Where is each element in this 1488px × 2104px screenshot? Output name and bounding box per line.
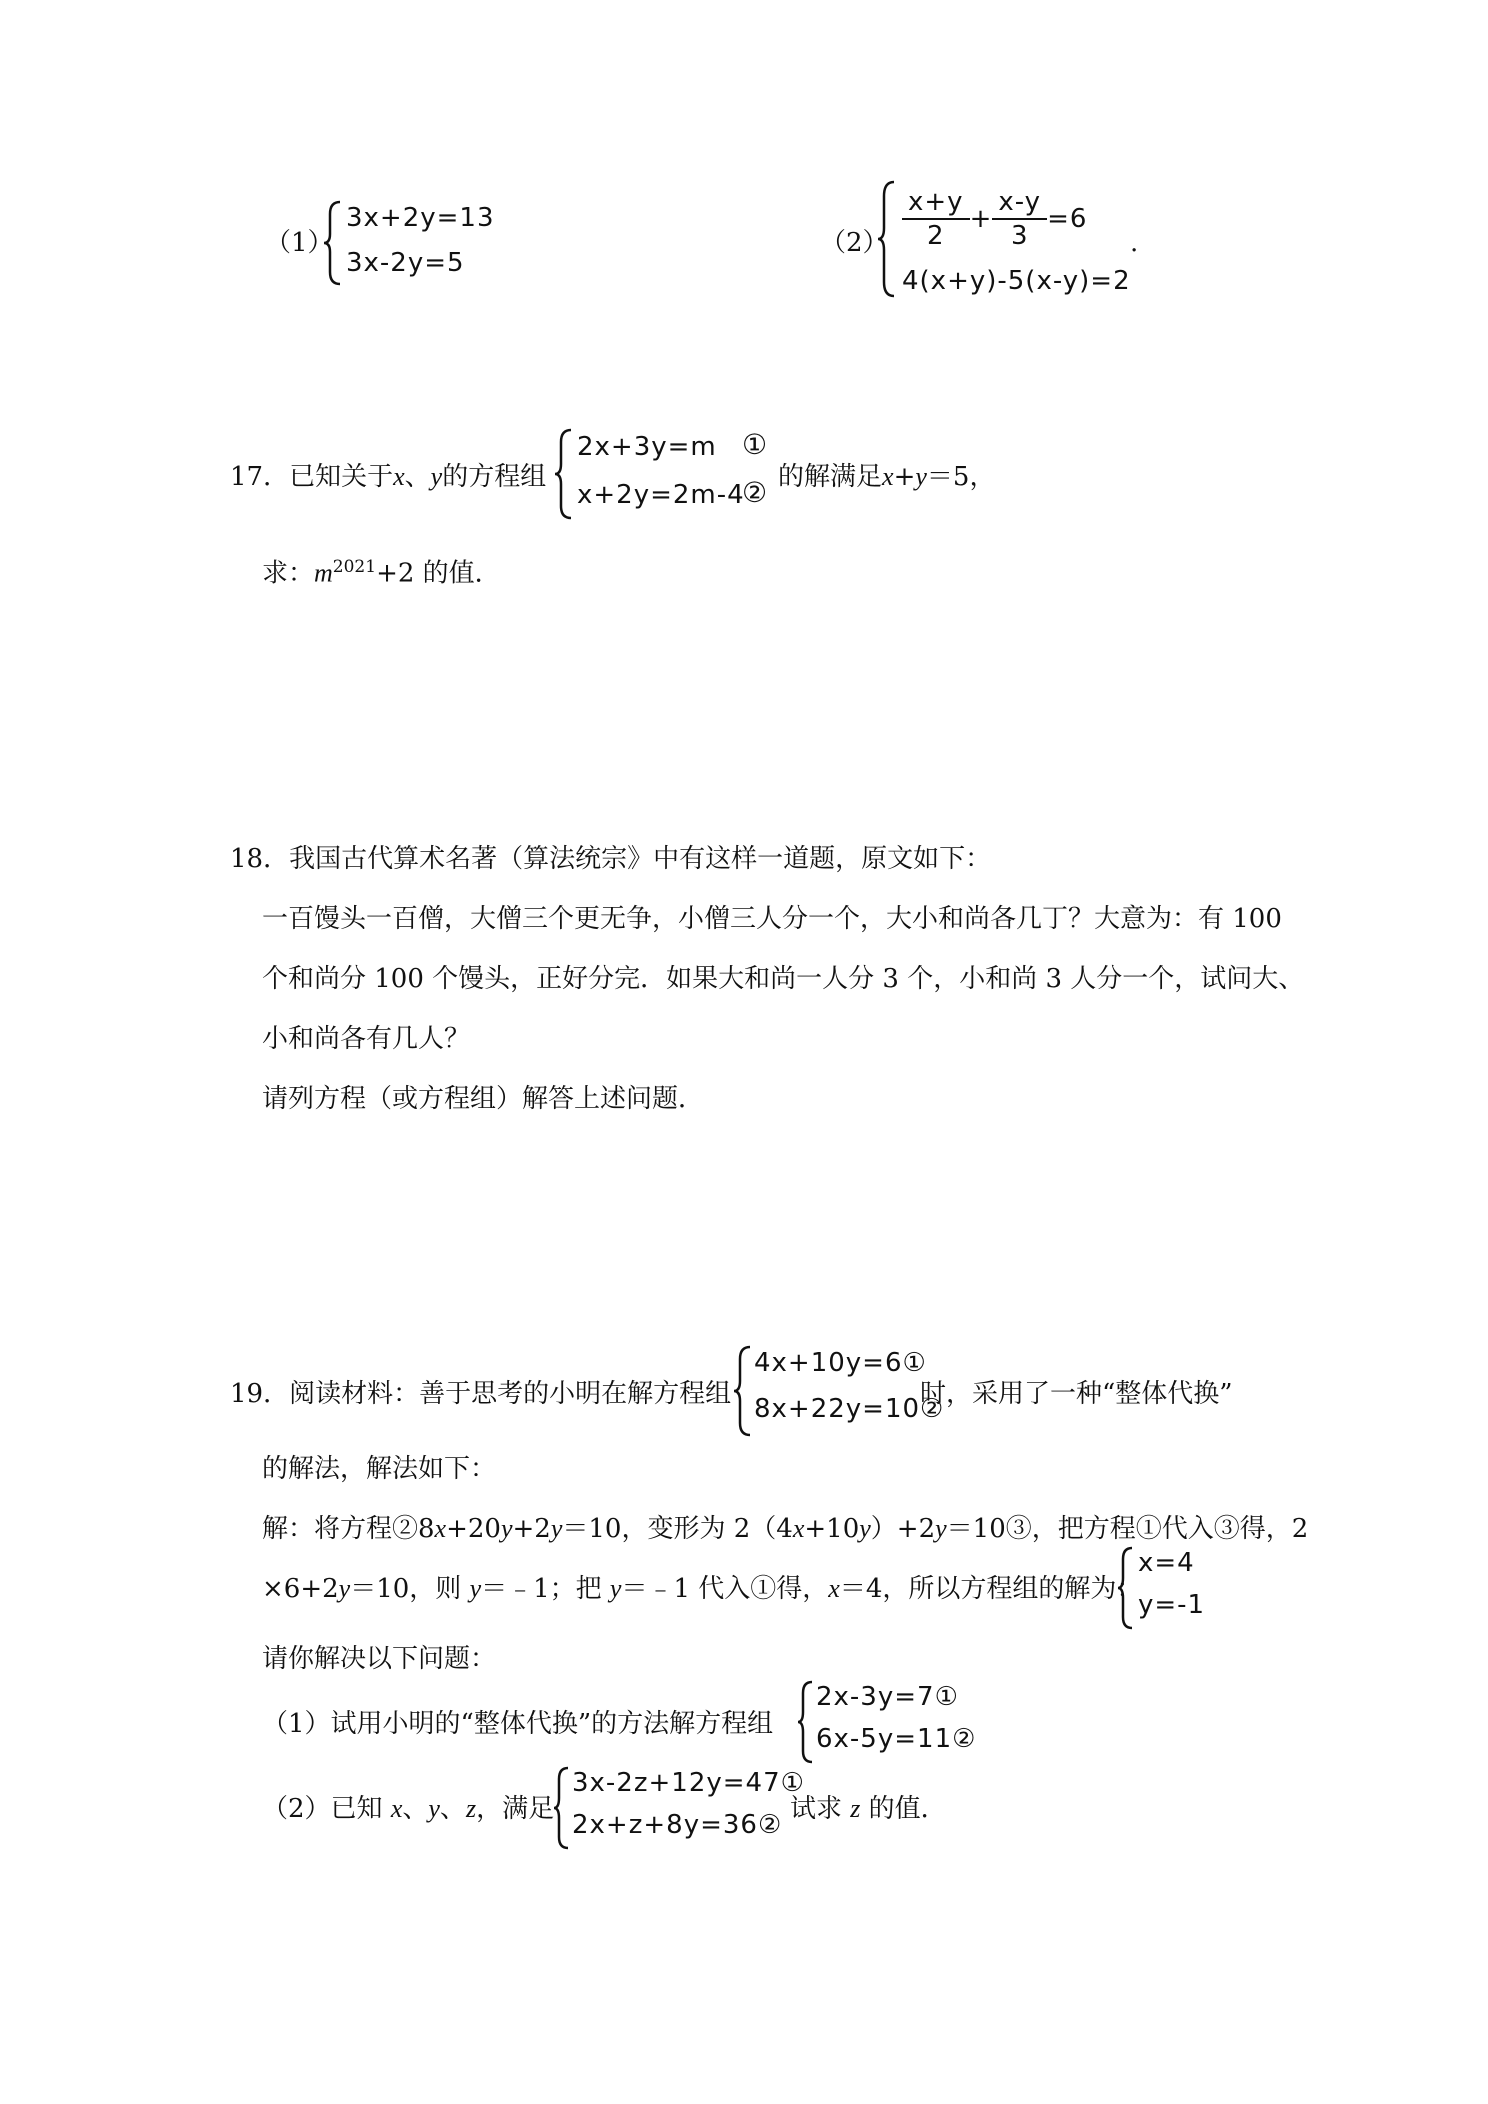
q19-text: 的值．: [860, 1794, 947, 1824]
brace-icon: [1116, 1546, 1136, 1630]
q18-line-4: 小和尚各有几人？: [262, 1024, 471, 1054]
exponent: 2021: [332, 557, 377, 577]
q19-text: ＝10，则: [350, 1574, 470, 1604]
q17-text: 的方程组: [442, 462, 547, 492]
q18-line-5: 请列方程（或方程组）解答上述问题．: [262, 1084, 705, 1114]
circled-2-icon: ②: [742, 476, 768, 509]
var-y: y: [338, 1574, 351, 1603]
q16-part1-eq2: 3x-2y=5: [346, 248, 465, 278]
q16-fraction-2: [992, 186, 1047, 252]
q16-frac2-numerator: x-y: [992, 186, 1047, 220]
q19-part2-eq2: 2x+z+8y=36②: [572, 1810, 783, 1840]
q17-text: ＝5，: [926, 462, 996, 492]
brace-icon: [732, 1345, 754, 1437]
brace-icon: [876, 180, 898, 298]
var-x: x: [393, 462, 405, 491]
var-y: y: [430, 462, 443, 491]
brace-icon: [553, 428, 575, 520]
q19-text: 解：将方程②8: [262, 1514, 435, 1544]
q17-text: 已知关于: [289, 462, 394, 492]
var-y: y: [500, 1514, 513, 1543]
q17-text: +2 的值．: [376, 558, 501, 589]
q19-part1-eq1: 2x-3y=7①: [816, 1682, 959, 1712]
q18-number: 18．: [230, 844, 290, 874]
q18-line-2: 一百馒头一百僧，大僧三个更无争，小僧三人分一个，大小和尚各几丁？大意为：有 100: [262, 904, 1282, 934]
q19-number: 19．: [230, 1379, 290, 1409]
q16-frac2-denominator: 3: [1010, 221, 1029, 251]
q19-part2-rest: [790, 1790, 947, 1828]
q19-text: ）+2: [870, 1514, 936, 1544]
q17-number: 17．: [230, 462, 290, 492]
q16-part1-eq1: 3x+2y=13: [346, 203, 495, 233]
brace-icon: [322, 200, 344, 286]
q17-stem: [230, 458, 546, 496]
q19-text: 阅读材料：善于思考的小明在解方程组: [289, 1379, 732, 1409]
q18-text: 我国古代算术名著（算法统宗》中有这样一道题，原文如下：: [289, 844, 992, 874]
var-y: y: [859, 1514, 871, 1543]
circled-1-icon: ①: [742, 428, 768, 461]
q16-plus: +: [969, 204, 993, 234]
var-x: x: [434, 1514, 447, 1543]
separator: 、: [404, 462, 431, 492]
q19-intro-rest: 时，采用了一种“整体代换”: [920, 1379, 1233, 1409]
q19-sys-eq1: 4x+10y=6①: [754, 1348, 927, 1378]
var-y: y: [935, 1514, 947, 1543]
q16-part2-label: （2）: [820, 228, 889, 258]
q18-line-3: 个和尚分 100 个馒头，正好分完．如果大和尚一人分 3 个，小和尚 3 人分一个，试问大、: [262, 964, 1305, 994]
var-y: y: [915, 462, 927, 491]
plus: +: [893, 462, 916, 492]
brace-icon: [796, 1680, 816, 1764]
var-z: z: [465, 1794, 477, 1823]
brace-icon: [552, 1766, 572, 1850]
q19-text: ，满足: [476, 1794, 555, 1824]
q16-eq-rhs: =6: [1047, 204, 1088, 234]
q16-frac1-numerator: x+y: [902, 186, 970, 220]
q17-condition: [778, 458, 995, 496]
q19-part2: [262, 1790, 554, 1828]
q17-text: 的解满足: [778, 462, 883, 492]
q19-text: （2）已知: [262, 1794, 391, 1824]
var-y: y: [469, 1574, 482, 1603]
q19-text: +2: [512, 1514, 551, 1544]
q17-question: [262, 548, 501, 593]
q19-task: 请你解决以下问题：: [262, 1644, 497, 1674]
separator: 、: [439, 1794, 466, 1824]
q19-solution-line-2: [262, 1570, 1142, 1608]
q16-part2-period: .: [1130, 228, 1139, 258]
q16-fraction-1: [902, 186, 970, 252]
q19-solution-line-1: [262, 1510, 1308, 1548]
q19-text: ＝4，所以方程组的解为：: [839, 1574, 1143, 1604]
q19-text: ＝﹣1；把: [481, 1574, 610, 1604]
q19-text: +10: [804, 1514, 860, 1544]
q19-text: 试求: [790, 1794, 851, 1824]
q16-frac1-denominator: 2: [927, 221, 945, 251]
q19-text: ×6+2: [262, 1574, 339, 1604]
var-x: x: [792, 1514, 805, 1543]
q19-line-2: 的解法，解法如下：: [262, 1454, 497, 1484]
q19-text: ＝10③，把方程①代入③得，2: [946, 1514, 1309, 1544]
q16-part1-label: （1）: [265, 228, 334, 258]
q19-sys-eq2: 8x+22y=10②: [754, 1394, 945, 1424]
q17-ask: 求：: [262, 558, 315, 589]
q16-part2-eq2: 4(x+y)-5(x-y)=2: [902, 266, 1131, 296]
q19-answer-eq2: y=-1: [1138, 1590, 1206, 1620]
var-x: x: [828, 1574, 840, 1603]
q17-eq1: 2x+3y=m: [577, 432, 717, 462]
var-y: y: [609, 1574, 622, 1603]
var-y: y: [550, 1514, 563, 1543]
q19-text: +20: [446, 1514, 501, 1544]
q19-part2-eq1: 3x-2z+12y=47①: [572, 1768, 805, 1798]
var-x: x: [882, 462, 894, 491]
q18-line-1: [230, 840, 991, 878]
separator: 、: [402, 1794, 429, 1824]
q19-answer-eq1: x=4: [1138, 1548, 1195, 1578]
var-z: z: [850, 1794, 861, 1823]
var-y: y: [428, 1794, 440, 1823]
q17-eq2: x+2y=2m-4: [577, 480, 745, 510]
q19-intro: [230, 1375, 731, 1413]
var-x: x: [390, 1794, 403, 1823]
var-m: m: [314, 558, 333, 588]
q19-part1: （1）试用小明的“整体代换”的方法解方程组: [262, 1709, 774, 1739]
q19-text: ＝10，变形为 2（4: [562, 1514, 793, 1544]
q19-text: ＝﹣1 代入①得，: [621, 1574, 829, 1604]
q19-part1-eq2: 6x-5y=11②: [816, 1724, 977, 1754]
